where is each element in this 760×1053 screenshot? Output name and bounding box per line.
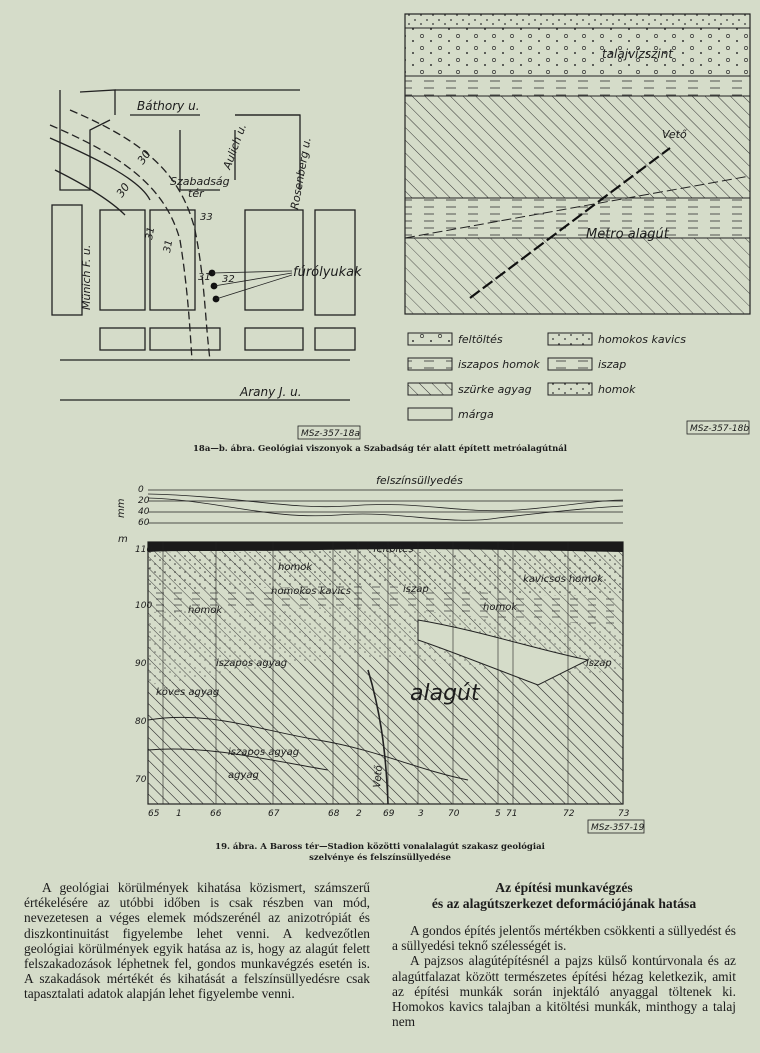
tunnel-label: alagút (410, 681, 480, 706)
caption-figure-19-line2: szelvénye és felszínsüllyedése (309, 853, 451, 863)
layer-iszapos-agyag: iszapos agyag (216, 658, 288, 669)
caption-figure-19-line1: 19. ábra. A Baross tér—Stadion közötti vonalalagút szakasz geológiai (215, 842, 545, 852)
figure-18a-map (30, 60, 375, 440)
mm-tick-60: 60 (138, 518, 150, 528)
station-73: 73 (618, 809, 630, 819)
mm-tick-20: 20 (138, 496, 150, 506)
m-tick-110: 110 (135, 545, 153, 555)
map-number-32: 32 (222, 274, 235, 285)
unit-mm: mm (116, 498, 127, 518)
section-heading-line2: és az alagútszerkezet deformációjának hatása (431, 895, 697, 911)
legend-szurke-agyag: szürke agyag (458, 383, 532, 396)
station-65: 65 (148, 809, 160, 819)
legend-marga: márga (458, 408, 494, 421)
figure-19-profile (118, 470, 648, 840)
map-number-33: 33 (200, 212, 213, 223)
square-ter: tér (188, 187, 204, 200)
map-number-30b: 30 (113, 180, 133, 200)
layer-iszap-2: iszap (586, 658, 612, 669)
street-bathory: Báthory u. (137, 99, 200, 113)
station-72: 72 (563, 809, 575, 819)
square-name: Szabadság (170, 175, 230, 188)
legend-feltoltes: feltöltés (458, 333, 503, 346)
right-paragraph-1: A gondos építés jelentős mértékben csökkenti a süllyedést és a süllyedési teknő szélességét is. (392, 923, 736, 954)
fault-label-19: Vető (372, 764, 385, 789)
legend-iszap: iszap (598, 358, 627, 371)
map-number-31b: 31 (162, 239, 176, 254)
metro-tunnel-label: Metro alagút (586, 227, 669, 242)
map-number-31: 31 (144, 226, 158, 241)
street-rosenberg: Rosenberg u. (288, 136, 314, 211)
mm-tick-0: 0 (138, 485, 144, 495)
fault-label: Vető (662, 128, 687, 141)
station-5: 5 (495, 809, 501, 819)
map-number-31c: 31 (198, 272, 211, 283)
layer-iszapos-agyag-2: iszapos agyag (228, 747, 300, 758)
legend-homok: homok (598, 383, 636, 396)
station-1: 1 (176, 809, 182, 819)
station-70: 70 (448, 809, 460, 819)
station-66: 66 (210, 809, 222, 819)
subsidence-label: felszínsüllyedés (376, 474, 463, 487)
station-68: 68 (328, 809, 340, 819)
right-column (392, 880, 736, 1029)
street-munich: Münich F. u. (80, 244, 93, 310)
legend-homokos-kavics: homokos kavics (598, 333, 686, 346)
station-71: 71 (506, 809, 518, 819)
legend-iszapos-homok: iszapos homok (458, 358, 540, 371)
mm-tick-40: 40 (138, 507, 150, 517)
figure-18b-section (400, 8, 755, 438)
caption-figure-18: 18a—b. ábra. Geológiai viszonyok a Szabadság tér alatt épített metróalagútnál (192, 444, 567, 454)
unit-m: m (118, 534, 128, 545)
stamp-18a: MSz-357-18a (301, 429, 360, 439)
layer-homok-1: homok (278, 562, 313, 573)
stamp-19: MSz-357-19 (591, 823, 645, 833)
layer-iszap: iszap (403, 584, 429, 595)
m-tick-70: 70 (135, 775, 147, 785)
layer-koves-agyag: köves agyag (156, 687, 220, 698)
legend-18b (408, 333, 686, 421)
street-arany: Arany J. u. (240, 385, 302, 399)
section-heading-line1: Az építési munkavégzés (495, 880, 633, 895)
groundwater-label: talajvízszint (602, 47, 674, 61)
street-aulich: Aulich u. (220, 121, 250, 172)
map-number-30: 30 (134, 147, 154, 167)
layer-kavicsos-homok: kavicsos homok (523, 574, 603, 585)
layer-feltoltes: feltöltés (373, 544, 414, 555)
right-paragraph-2: A pajzsos alagútépítésnél a pajzs külső kontúrvonala és az alagútfalazat között természetes építési hézag keletkezik, amit az építési munkák során injektáló anyaggal töltenek ki. Homokos kavics talajban a kitöltési munkák, minthogy a talaj nem (392, 953, 736, 1030)
m-tick-90: 90 (135, 659, 147, 669)
layer-homokos-kavics: homokos kavics (271, 586, 351, 597)
layer-agyag: agyag (228, 770, 259, 781)
layer-homok-3: homok (483, 602, 518, 613)
station-3: 3 (418, 809, 424, 819)
station-2: 2 (356, 809, 362, 819)
station-69: 69 (383, 809, 395, 819)
stamp-18b: MSz-357-18b (690, 424, 750, 434)
m-tick-100: 100 (135, 601, 153, 611)
boreholes-label: fúrólyukak (293, 265, 362, 280)
station-67: 67 (268, 809, 280, 819)
left-column (24, 880, 370, 1002)
layer-homok-2: homok (188, 605, 223, 616)
left-paragraph: A geológiai körülmények kihatása közismert, számszerű értékelésére az utóbbi időben is csak részben van mód, nevezetesen a véges elemek módszerénél az anizotrópiát és diszkontinuitást figyelembe lehet venni. A kedvezőtlen geológiai körülmények egyik hatása az is, hogy az alagút felett felszakadozások léphetnek fel, gondos munkavégzés esetén is. A szakadások mértékét és kihatását a felszínsüllyedésre csak tapasztalati adatok alapján lehet figyelembe venni. (24, 880, 370, 1002)
m-tick-80: 80 (135, 717, 147, 727)
